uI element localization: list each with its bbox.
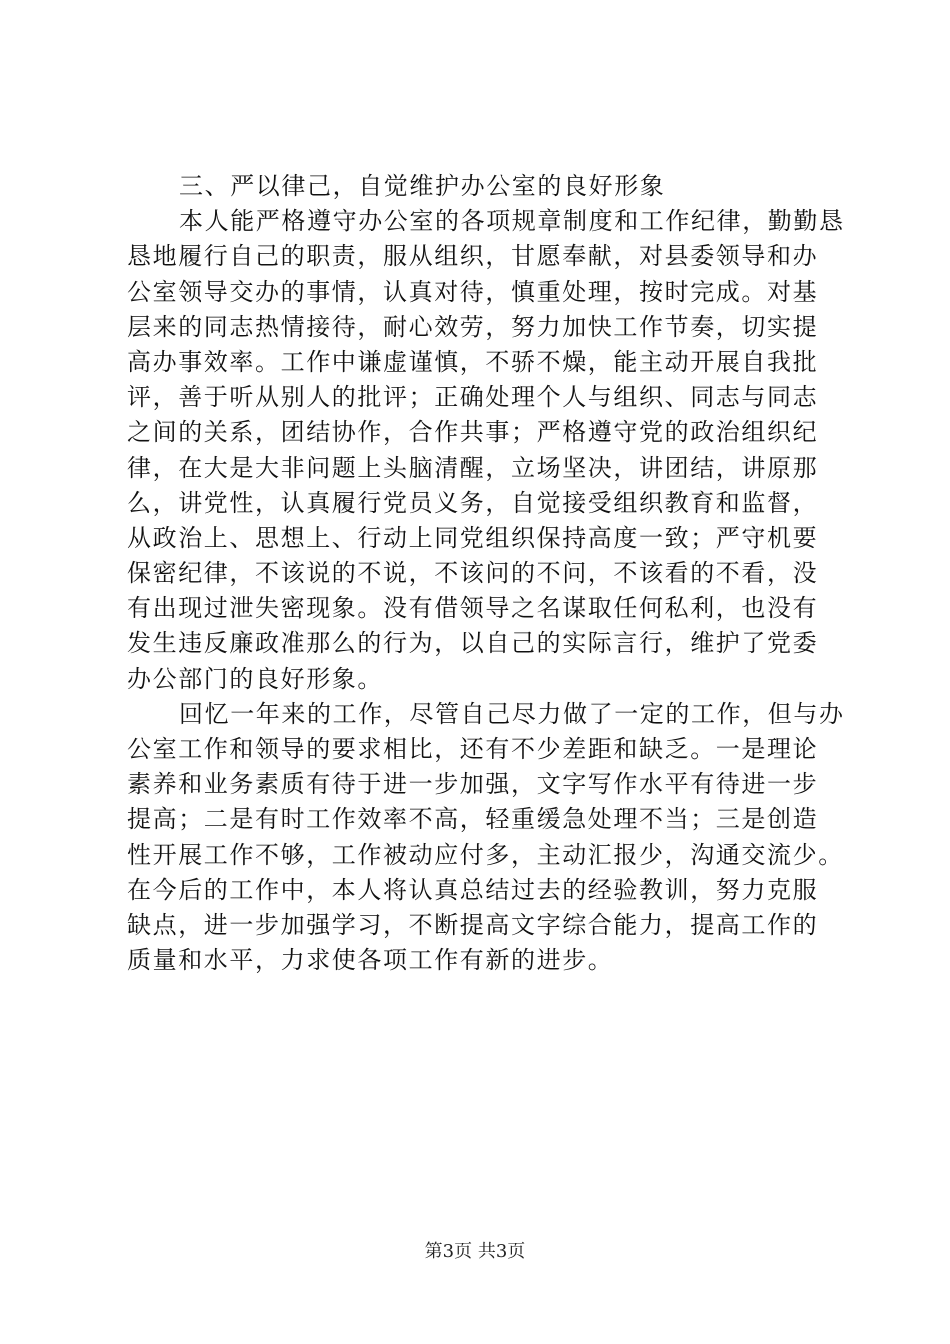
paragraph-line: 性开展工作不够，工作被动应付多，主动汇报少，沟通交流少。 [127,840,844,869]
paragraph-line: 办公部门的良好形象。 [127,664,383,693]
paragraph-line: 本人能严格遵守办公室的各项规章制度和工作纪律，勤勤恳 [179,207,845,236]
document-body [127,169,845,978]
paragraph-line: 质量和水平，力求使各项工作有新的进步。 [127,946,614,975]
paragraph-line: 发生违反廉政准那么的行为，以自己的实际言行，维护了党委 [127,629,819,658]
paragraph-line: 公室工作和领导的要求相比，还有不少差距和缺乏。一是理论 [127,735,819,763]
paragraph-line: 回忆一年来的工作，尽管自己尽力做了一定的工作，但与办 [179,699,845,728]
paragraph-line: 缺点，进一步加强学习，不断提高文字综合能力，提高工作的 [127,910,819,939]
paragraph-line: 高办事效率。工作中谦虚谨慎，不骄不燥，能主动开展自我批 [127,347,819,376]
paragraph-line: 保密纪律，不该说的不说，不该问的不问，不该看的不看，没 [127,559,819,588]
paragraph-line: 之间的关系，团结协作，合作共事；严格遵守党的政治组织纪 [127,418,819,447]
paragraph-line: 么，讲党性，认真履行党员义务，自觉接受组织教育和监督， [127,488,819,517]
paragraph-line: 从政治上、思想上、行动上同党组织保持高度一致；严守机要 [127,523,819,552]
section-heading: 三、严以律己，自觉维护办公室的良好形象 [179,172,666,200]
paragraph-line: 有出现过泄失密现象。没有借领导之名谋取任何私利，也没有 [127,594,819,623]
paragraph-line: 恳地履行自己的职责，服从组织，甘愿奉献，对县委领导和办 [127,242,819,271]
paragraph-line: 评，善于听从别人的批评；正确处理个人与组织、同志与同志 [127,383,819,412]
paragraph-line: 律，在大是大非问题上头脑清醒，立场坚决，讲团结，讲原那 [127,453,819,482]
paragraph-line: 素养和业务素质有待于进一步加强，文字写作水平有待进一步 [127,770,819,799]
paragraph-line: 在今后的工作中，本人将认真总结过去的经验教训，努力克服 [127,875,819,904]
paragraph-line: 公室领导交办的事情，认真对待，慎重处理，按时完成。对基 [127,277,819,306]
page-number-footer: 第3页 共3页 [424,1241,526,1262]
paragraph-line: 提高；二是有时工作效率不高，轻重缓急处理不当；三是创造 [127,805,819,834]
paragraph-line: 层来的同志热情接待，耐心效劳，努力加快工作节奏，切实提 [127,312,819,341]
